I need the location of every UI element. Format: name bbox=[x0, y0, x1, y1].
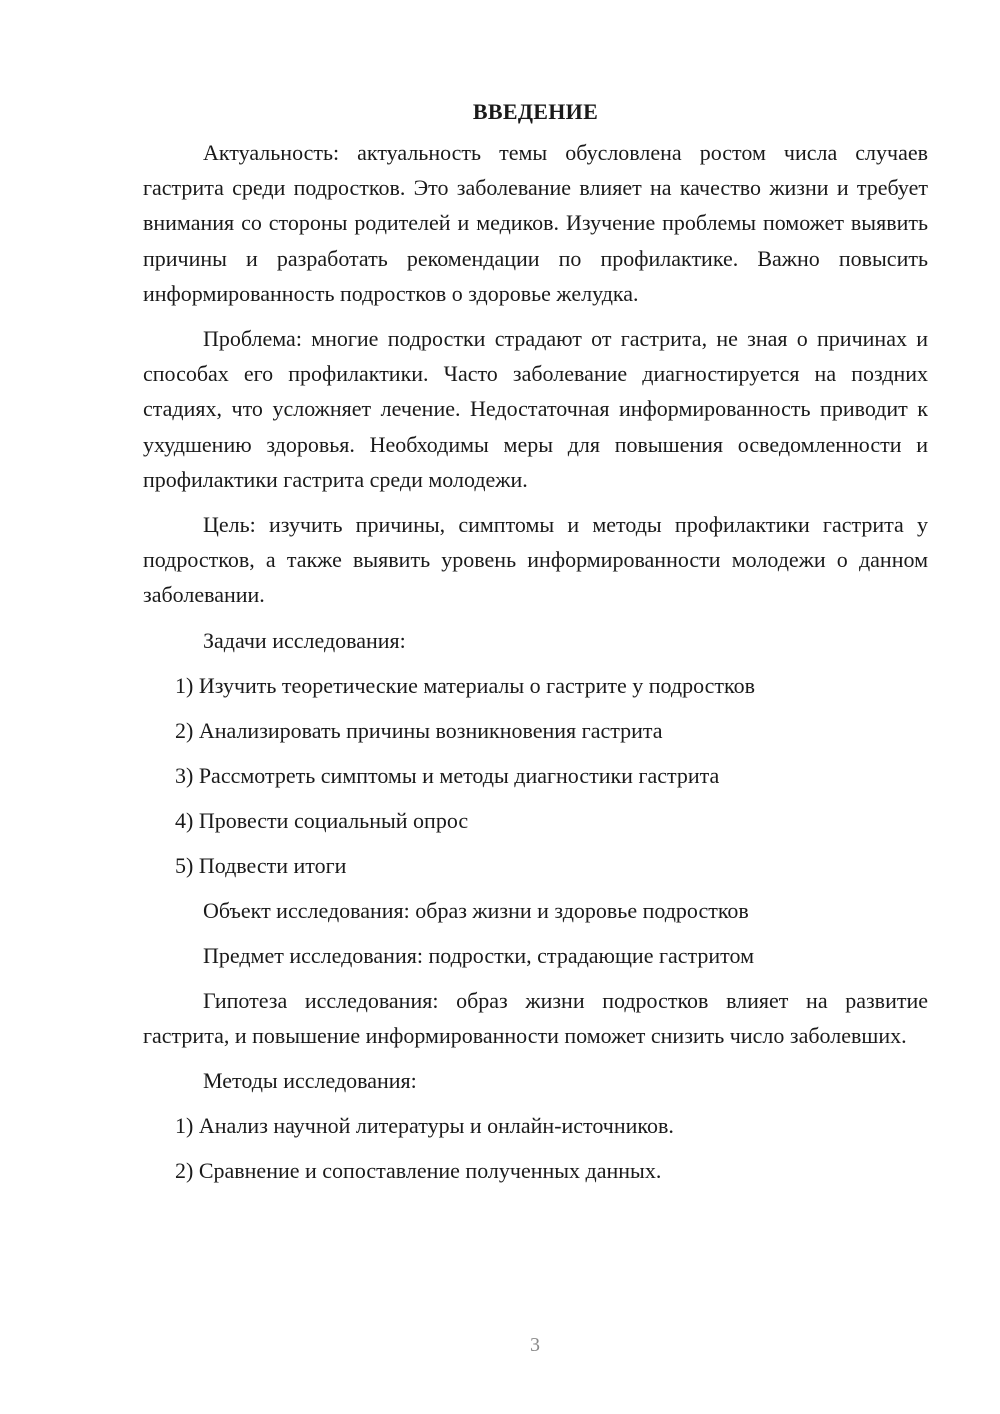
task-item: 4) Провести социальный опрос bbox=[175, 807, 469, 833]
page-content bbox=[143, 94, 928, 1198]
task-item: 3) Рассмотреть симптомы и методы диагностики гастрита bbox=[175, 762, 720, 788]
method-item: 2) Сравнение и сопоставление полученных данных. bbox=[175, 1158, 662, 1184]
paragraph-relevance: Актуальность: актуальность темы обусловлена ростом числа случаев гастрита среди подростков. Это заболевание влияет на качество жизни и требует внимания со стороны родителей и медиков. Изучение проблемы поможет выявить причины и разработать рекомендации по профилактике. Важно повысить информированность подростков о здоровье желудка. bbox=[143, 140, 928, 306]
research-subject: Предмет исследования: подростки, страдающие гастритом bbox=[203, 942, 754, 968]
task-item: 5) Подвести итоги bbox=[175, 852, 347, 878]
research-object: Объект исследования: образ жизни и здоровье подростков bbox=[203, 897, 749, 923]
tasks-heading: Задачи исследования: bbox=[203, 627, 406, 653]
task-item: 2) Анализировать причины возникновения гастрита bbox=[175, 717, 663, 743]
paragraph-problem: Проблема: многие подростки страдают от гастрита, не зная о причинах и способах его профилактики. Часто заболевание диагностируется на поздних стадиях, что усложняет лечение. Недостаточная информированность приводит к ухудшению здоровья. Необходимы меры для повышения осведомленности и профилактики гастрита среди молодежи. bbox=[143, 326, 928, 492]
method-item: 1) Анализ научной литературы и онлайн-источников. bbox=[175, 1113, 674, 1139]
paragraph-hypothesis: Гипотеза исследования: образ жизни подростков влияет на развитие гастрита, и повышение информированности поможет снизить число заболевших. bbox=[143, 987, 928, 1048]
page-number: 3 bbox=[530, 1334, 540, 1356]
paragraph-goal: Цель: изучить причины, симптомы и методы профилактики гастрита у подростков, а также выявить уровень информированности молодежи о данном заболевании. bbox=[143, 512, 928, 608]
tasks-list bbox=[143, 668, 928, 883]
methods-list bbox=[143, 1108, 928, 1188]
methods-heading: Методы исследования: bbox=[203, 1068, 417, 1094]
task-item: 1) Изучить теоретические материалы о гастрите у подростков bbox=[175, 672, 755, 698]
section-title: ВВЕДЕНИЕ bbox=[472, 99, 599, 124]
